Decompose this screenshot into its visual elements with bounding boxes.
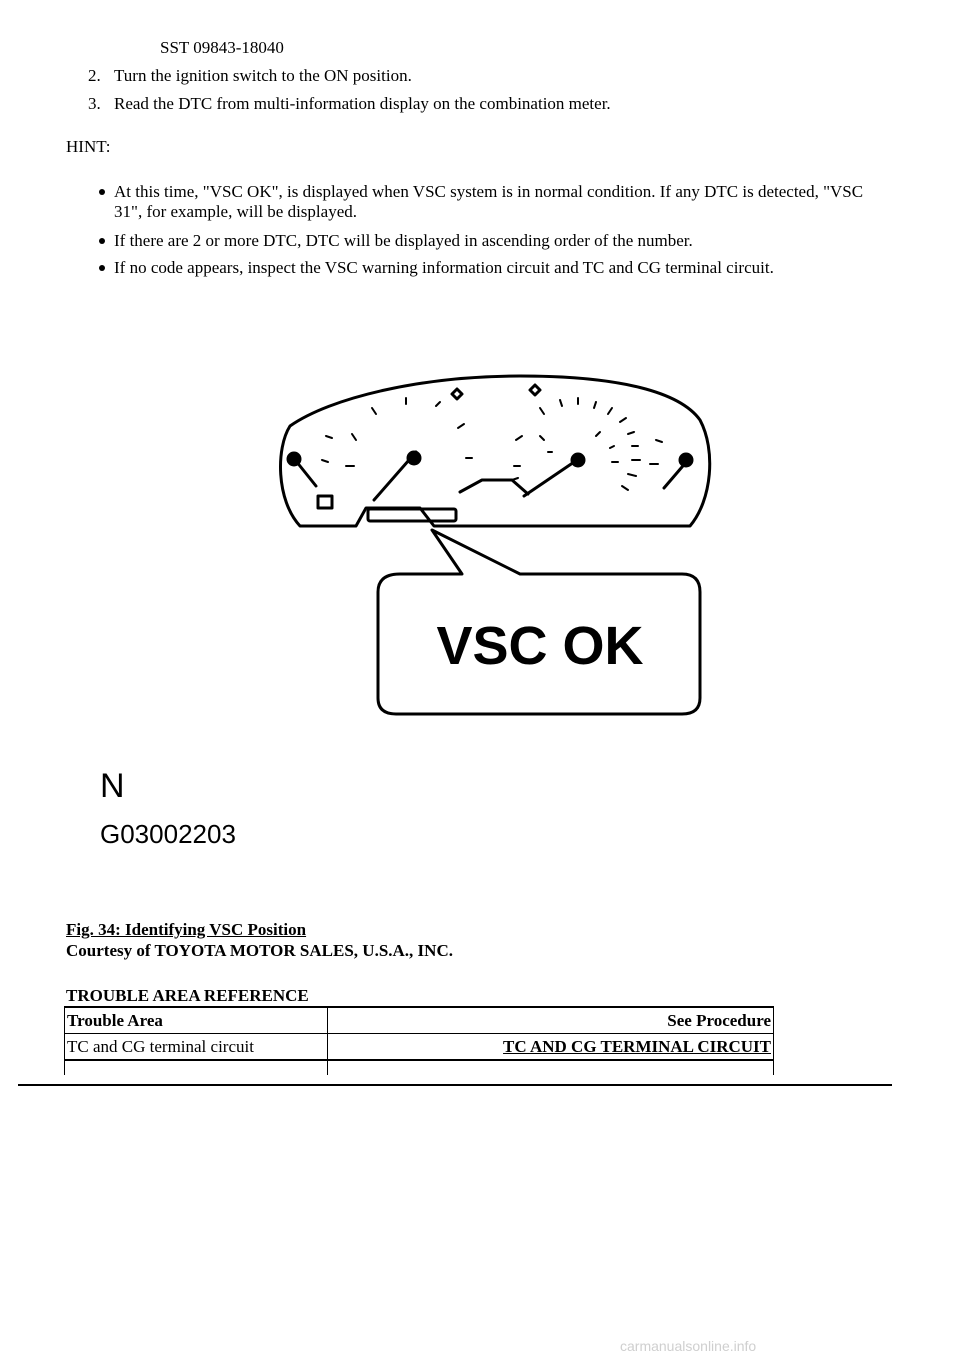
bullet-text: If there are 2 or more DTC, DTC will be displayed in ascending order of the number. bbox=[114, 231, 693, 250]
step-number: 2. bbox=[88, 66, 101, 85]
left-gauge-hub bbox=[288, 453, 300, 465]
cell-trouble-area: TC and CG terminal circuit bbox=[65, 1034, 328, 1061]
hint-bullet bbox=[88, 182, 868, 222]
multi-info-display bbox=[368, 509, 456, 521]
sst-number: SST 09843-18040 bbox=[160, 38, 284, 57]
speedometer-hub bbox=[572, 454, 584, 466]
header-see-procedure: See Procedure bbox=[328, 1007, 774, 1034]
section-title: TROUBLE AREA REFERENCE bbox=[66, 986, 309, 1005]
figure-code: G03002203 bbox=[100, 819, 236, 849]
watermark: carmanualsonline.info bbox=[620, 1338, 757, 1354]
bullet-dot-icon bbox=[99, 238, 105, 244]
step-text: Turn the ignition switch to the ON position. bbox=[114, 66, 412, 85]
figure-label-n: N bbox=[100, 767, 125, 805]
step-number: 3. bbox=[88, 94, 101, 113]
left-warning-lamp bbox=[318, 496, 332, 508]
bullet-dot-icon bbox=[99, 189, 105, 195]
figure-caption[interactable]: Fig. 34: Identifying VSC Position bbox=[66, 920, 307, 939]
gauge-tick-marks bbox=[322, 398, 662, 490]
combination-meter-figure bbox=[270, 372, 720, 722]
tachometer-hub bbox=[408, 452, 420, 464]
step-text: Read the DTC from multi-information display on the combination meter. bbox=[114, 94, 611, 113]
table-header-row bbox=[65, 1007, 774, 1034]
hint-label: HINT: bbox=[66, 137, 111, 156]
hint-bullet bbox=[88, 258, 868, 278]
figure-courtesy: Courtesy of TOYOTA MOTOR SALES, U.S.A., INC. bbox=[66, 941, 453, 960]
bullet-dot-icon bbox=[99, 265, 105, 271]
bullet-text: At this time, "VSC OK", is displayed when VSC system is in normal condition. If any DTC is detected, "VSC 31", for example, will be displayed. bbox=[114, 182, 864, 221]
header-trouble-area: Trouble Area bbox=[65, 1007, 328, 1034]
top-indicator-icon bbox=[530, 385, 540, 395]
center-hump bbox=[460, 480, 528, 494]
procedure-link[interactable]: TC AND CG TERMINAL CIRCUIT bbox=[503, 1036, 771, 1056]
table-row bbox=[65, 1034, 774, 1061]
trouble-area-table bbox=[64, 1006, 774, 1075]
table-row-empty bbox=[65, 1060, 774, 1075]
meter-cluster-outline bbox=[281, 376, 710, 526]
right-gauge-hub bbox=[680, 454, 692, 466]
bullet-text: If no code appears, inspect the VSC warning information circuit and TC and CG terminal circuit. bbox=[114, 258, 774, 277]
page-divider bbox=[18, 1084, 892, 1086]
top-indicator-icon bbox=[452, 389, 462, 399]
display-readout: VSC OK bbox=[436, 616, 644, 676]
cell-procedure bbox=[328, 1034, 774, 1061]
hint-bullet bbox=[88, 231, 868, 251]
